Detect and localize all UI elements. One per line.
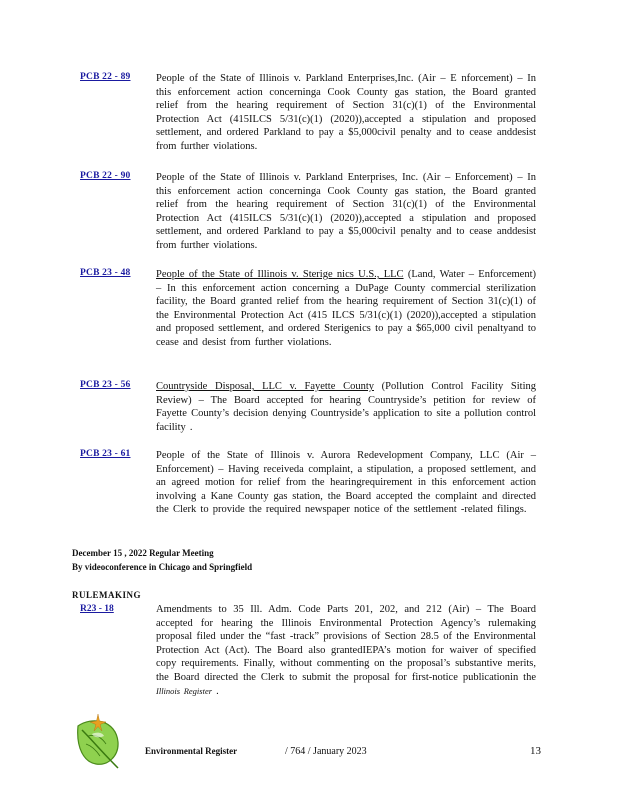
footer-issue: / 764 / January 2023	[285, 746, 367, 757]
case-description	[156, 72, 536, 154]
docket-link[interactable]: R23 - 18	[80, 604, 114, 614]
docket-link[interactable]: PCB 22 - 90	[80, 171, 131, 181]
rulemaking-end: .	[212, 685, 219, 697]
rulemaking-text: Amendments to 35 Ill. Adm. Code Parts 201, 202, and 212 (Air) – The Board accepted for hearing the Illinois Environmental Protection Agency’s rulemaking proposal filed under the “fast -track” provisions of Section 28.5 of the Environmental Protection Act (Act). The Board also grantedIEPA’s motion for waiver of specified copy requirements. Finally, without commenting on the proposal’s substantive merits, the Board directed the Clerk to submit the proposal for first-notice publicationin the	[156, 604, 536, 683]
docket-link[interactable]: PCB 22 - 89	[80, 72, 131, 82]
case-title[interactable]: People of the State of Illinois v. Sterige nics U.S., LLC	[156, 269, 404, 280]
docket-link[interactable]: PCB 23 - 61	[80, 449, 131, 459]
case-summary: (Air – Enforcement) – Having receiveda complaint, a stipulation, a proposed settlement, and an agreed motion for relief from the hearingrequirement in this enforcement action involving a Kane County gas station, the Board accepted the complaint and directed the Clerk to provide the required newspaper notice of the settlement -related filings.	[156, 450, 537, 516]
meeting-location: By videoconference in Chicago and Springfield	[72, 562, 253, 572]
docket-link[interactable]: PCB 23 - 56	[80, 380, 131, 390]
meeting-date: December 15 , 2022 Regular Meeting	[72, 548, 214, 558]
page-number: 13	[530, 745, 541, 757]
section-heading: RULEMAKING	[72, 590, 142, 600]
case-title: People of the State of Illinois v. Aurora Redevelopment Company, LLC	[156, 450, 500, 461]
footer-title: Environmental Register	[145, 746, 238, 756]
rulemaking-description	[156, 603, 536, 698]
case-title: People of the State of Illinois v. Parkland Enterprises, Inc.	[156, 172, 419, 183]
case-summary: (Air – E nforcement) – In this enforcement action concerninga Cook County gas station, the Board granted relief from the hearing requirement of Section 31(c)(1) of the Environmental Protection Act (415ILCS 5/31(c)(1) (2020)),accepted a stipulation and proposed settlement, and ordered Parkland to pay a $5,000civil penalty and to cease anddesist from further violations.	[156, 73, 536, 152]
case-description	[156, 449, 536, 517]
case-summary: (Air – Enforcement) – In this enforcement action concerninga Cook County gas station, the Board granted relief from the hearing requirement of Section 31(c)(1) of the Environmental Protection Act (415ILCS 5/31(c)(1) (2020)),accepted a stipulation and proposed settlement, and ordered Parkland to pay a $5,000civil penalty and to cease anddesist from further violations.	[156, 172, 536, 251]
publication-name: Illinois Register	[156, 685, 213, 696]
case-title[interactable]: Countryside Disposal, LLC v. Fayette County	[156, 381, 374, 392]
docket-link[interactable]: PCB 23 - 48	[80, 268, 131, 278]
case-description	[156, 268, 536, 350]
case-description	[156, 171, 536, 253]
case-summary: (Pollution Control Facility Siting Review) – The Board accepted for hearing Countryside’s petition for review of Fayette County’s decision denying Countryside’s application to site a pollution control facility .	[156, 381, 537, 433]
case-title: People of the State of Illinois v. Parkland Enterprises,Inc.	[156, 73, 414, 84]
leaf-logo-icon	[72, 712, 124, 770]
case-description	[156, 380, 536, 434]
case-summary: (Land, Water – Enforcement) – In this enforcement action concerning a DuPage County commercial sterilization facility, the Board granted relief from the hearing requirement of Section 31(c)(1) of the Environmental Protection Act (415 ILCS 5/31(c)(1) (2020)),accepted a stipulation and proposed settlement, and ordered Sterigenics to pay a $65,000 civil penaltyand to cease and desist from further violations.	[156, 269, 536, 348]
